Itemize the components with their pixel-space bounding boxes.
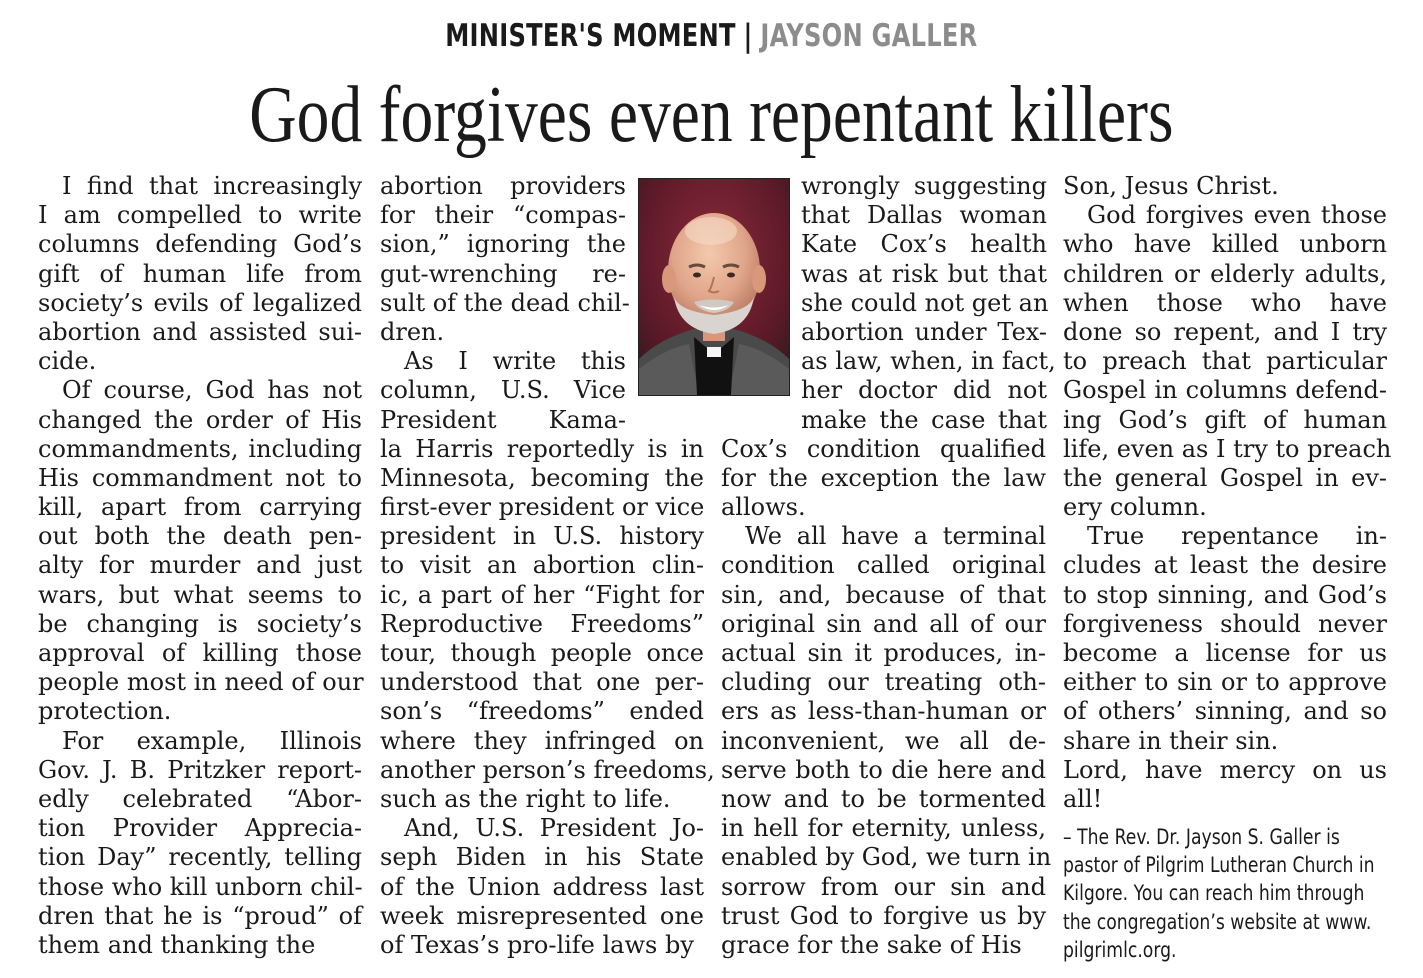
article-line: Lord, have mercy on us: [1063, 755, 1387, 784]
article-line: la Harris reportedly is in: [380, 434, 704, 463]
article-line: Minnesota, becoming the: [380, 463, 704, 492]
article-line: sorrow from our sin and: [721, 872, 1046, 901]
article-line: edly celebrated “Abor-: [38, 784, 362, 813]
article-line: those who kill unborn chil-: [38, 872, 363, 901]
article-line: in hell for eternity, unless,: [721, 814, 1046, 843]
article-line: sult of the dead chil-: [380, 288, 630, 317]
article-line: that Dallas woman: [801, 201, 1047, 230]
article-line: abortion under Tex-: [801, 317, 1047, 346]
article-line: of the Union address last: [380, 872, 704, 901]
article-line: wars, but what seems to: [38, 580, 362, 609]
article-line: make the case that: [801, 405, 1047, 434]
article-line: For example, Illinois: [62, 726, 362, 755]
article-line: now and to be tormented: [721, 784, 1046, 813]
section-name: MINISTER'S MOMENT: [445, 18, 736, 54]
article-line: sion,” ignoring the: [380, 230, 626, 259]
article-line: I find that increasingly: [62, 172, 362, 200]
article-line: seph Biden in his State: [380, 843, 704, 872]
article-line: As I write this: [404, 347, 626, 376]
article-line: approval of killing those: [38, 639, 362, 667]
article-line: where they infringed on: [380, 726, 704, 755]
signature-line: the congregation’s website at www.: [1063, 909, 1372, 934]
article-line: column, U.S. Vice: [380, 376, 626, 405]
article-line: serve both to die here and: [721, 755, 1046, 784]
article-line: kill, apart from carrying: [38, 493, 362, 522]
article-line: Kate Cox’s health: [801, 230, 1047, 259]
article-line: enabled by God, we turn in: [721, 843, 1052, 872]
signature-line: pilgrimlc.org.: [1063, 937, 1177, 962]
article-line: week misrepresented one: [380, 901, 704, 930]
article-line: to preach that particular: [1063, 347, 1387, 376]
article-line: to stop sinning, and God’s: [1063, 580, 1387, 609]
article-line: wrongly suggesting: [801, 172, 1047, 200]
article-line: forgiveness should never: [1063, 609, 1387, 638]
article-line: she could not get an: [801, 288, 1049, 317]
article-line: grace for the sake of His: [721, 930, 1022, 959]
article-line: Gov. J. B. Pritzker report-: [38, 755, 362, 784]
article-line: be changing is society’s: [38, 609, 362, 638]
article-line: Of course, God has not: [62, 376, 362, 405]
article-line: Son, Jesus Christ.: [1063, 172, 1279, 200]
signature-line: – The Rev. Dr. Jayson S. Galler is: [1063, 825, 1340, 849]
article-line: president in U.S. history: [380, 522, 704, 551]
article-line: first-ever president or vice: [380, 493, 705, 522]
article-line: alty for murder and just: [38, 551, 362, 580]
article-line: abortion providers: [380, 172, 626, 200]
article-line: tion Provider Apprecia-: [38, 814, 362, 843]
article-line: dren that he is “proud” of: [38, 901, 362, 930]
article-line: society’s evils of legalized: [38, 288, 362, 317]
article-line: all!: [1063, 784, 1103, 813]
article-line: cludes at least the desire: [1063, 551, 1387, 580]
signature-line: pastor of Pilgrim Lutheran Church in: [1063, 853, 1375, 878]
article-line: them and thanking the: [38, 930, 316, 959]
article-line: children or elderly adults,: [1063, 259, 1387, 288]
article-line: commandments, including: [38, 434, 362, 463]
article-line: tour, though people once: [380, 639, 704, 667]
article-line: people most in need of our: [38, 668, 364, 697]
article-line: True repentance in-: [1087, 522, 1387, 551]
article-line: trust God to forgive us by: [721, 901, 1046, 930]
article-line: of others’ sinning, and so: [1063, 697, 1387, 726]
headline: God forgives even repentant killers: [249, 71, 1174, 159]
article-line: Gospel in columns defend-: [1063, 376, 1387, 405]
article-line: allows.: [721, 493, 806, 522]
article-line: ic, a part of her “Fight for: [380, 580, 704, 609]
article-line: understood that one per-: [380, 668, 704, 697]
article-line: another person’s freedoms,: [380, 755, 715, 784]
article-line: become a license for us: [1063, 639, 1387, 667]
kicker-separator: |: [743, 18, 753, 54]
article-line: was at risk but that: [801, 259, 1047, 288]
article-line: ery column.: [1063, 493, 1207, 522]
article-line: her doctor did not: [801, 376, 1047, 405]
article-column-1: [38, 172, 362, 960]
article-line: God forgives even those: [1087, 201, 1387, 230]
article-line: changed the order of His: [38, 405, 362, 434]
author-signature: [1063, 823, 1375, 964]
article-line: Reproductive Freedoms”: [380, 609, 704, 638]
article-line: ers as less-than-human or: [721, 697, 1046, 726]
article-line: son’s “freedoms” ended: [380, 697, 704, 726]
article-line: original sin and all of our: [721, 609, 1046, 638]
article-line: President Kama-: [380, 405, 626, 434]
article-line: the general Gospel in ev-: [1063, 463, 1387, 492]
article-line: Cox’s condition qualified: [721, 434, 1046, 463]
article-line: gut-wrenching re-: [380, 259, 626, 288]
article-line: gift of human life from: [38, 259, 362, 288]
article-line: life, even as I try to preach: [1063, 434, 1392, 463]
article-line: cide.: [38, 347, 97, 376]
article-line: inconvenient, we all de-: [721, 726, 1046, 755]
article-line: such as the right to life.: [380, 784, 671, 813]
article-line: His commandment not to: [38, 463, 362, 492]
article-line: for the exception the law: [721, 463, 1046, 492]
article-line: abortion and assisted sui-: [38, 317, 362, 346]
article-line: of Texas’s pro-life laws by: [380, 930, 694, 959]
article-line: either to sin or to approve: [1063, 668, 1387, 697]
article-line: columns defending God’s: [38, 230, 362, 259]
article-line: protection.: [38, 697, 172, 726]
article-line: And, U.S. President Jo-: [404, 814, 704, 843]
article-line: tion Day” recently, telling: [38, 843, 362, 872]
article-line: dren.: [380, 317, 445, 346]
author-name: JAYSON GALLER: [760, 18, 978, 54]
article-line: I am compelled to write: [38, 201, 362, 230]
article-line: who have killed unborn: [1063, 230, 1387, 259]
article-line: as law, when, in fact,: [801, 347, 1056, 376]
article-line: sin, and, because of that: [721, 580, 1046, 609]
article-line: out both the death pen-: [38, 522, 362, 551]
article-line: cluding our treating oth-: [721, 668, 1046, 697]
article-column-4: [1063, 172, 1392, 814]
article-line: when those who have: [1063, 288, 1387, 317]
article-line: We all have a terminal: [745, 522, 1046, 551]
article-line: done so repent, and I try: [1063, 317, 1387, 346]
article-line: share in their sin.: [1063, 726, 1279, 755]
article-line: condition called original: [721, 551, 1046, 580]
article-line: for their “compas-: [380, 201, 626, 230]
article-line: actual sin it produces, in-: [721, 639, 1046, 667]
portrait-illustration: [639, 179, 789, 395]
author-photo: [638, 178, 790, 396]
article-line: ing God’s gift of human: [1063, 405, 1387, 434]
signature-line: Kilgore. You can reach him through: [1063, 881, 1365, 906]
kicker: [156, 18, 1266, 54]
article-line: to visit an abortion clin-: [380, 551, 704, 580]
